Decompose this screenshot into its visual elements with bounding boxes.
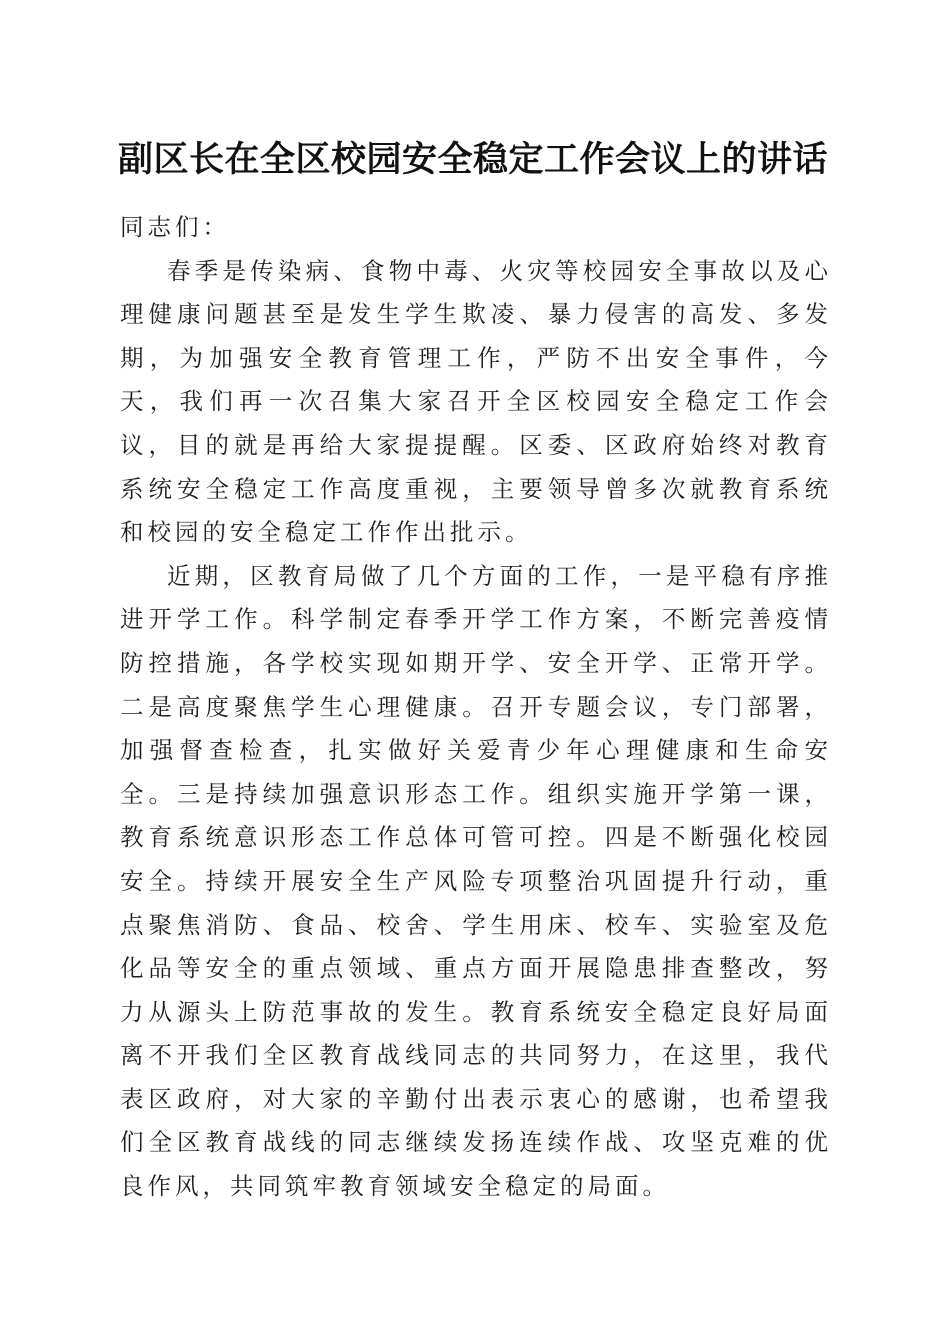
document-body [120,206,832,1209]
paragraph-1: 春季是传染病、食物中毒、火灾等校园安全事故以及心理健康问题甚至是发生学生欺凌、暴力侵害的高发、多发期，为加强安全教育管理工作，严防不出安全事件，今天，我们再一次召集大家召开全区校园安全稳定工作会议，目的就是再给大家提提醒。区委、区政府始终对教育系统安全稳定工作高度重视，主要领导曾多次就教育系统和校园的安全稳定工作作出批示。 [120,256,832,547]
paragraph-2: 近期，区教育局做了几个方面的工作，一是平稳有序推进开学工作。科学制定春季开学工作方案，不断完善疫情防控措施，各学校实现如期开学、安全开学、正常开学。二是高度聚焦学生心理健康。召开专题会议，专门部署，加强督查检查，扎实做好关爱青少年心理健康和生命安全。三是持续加强意识形态工作。组织实施开学第一课，教育系统意识形态工作总体可管可控。四是不断强化校园安全。持续开展安全生产风险专项整治巩固提升行动，重点聚焦消防、食品、校舍、学生用床、校车、实验室及危化品等安全的重点领域、重点方面开展隐患排查整改，努力从源头上防范事故的发生。教育系统安全稳定良好局面离不开我们全区教育战线同志的共同努力，在这里，我代表区政府，对大家的辛勤付出表示衷心的感谢，也希望我们全区教育战线的同志继续发扬连续作战、攻坚克难的优良作风，共同筑牢教育领域安全稳定的局面。 [120,561,832,1201]
salutation: 同志们： [120,213,230,241]
document-title: 副区长在全区校园安全稳定工作会议上的讲话 [118,139,829,180]
